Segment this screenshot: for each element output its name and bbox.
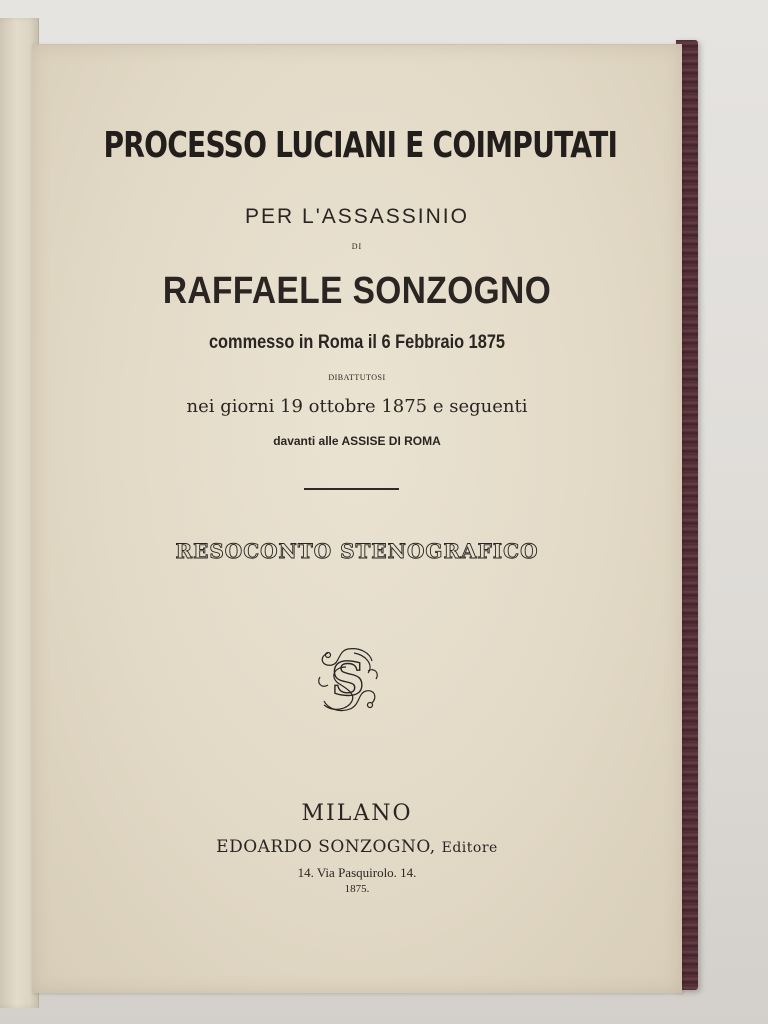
imprint-city: MILANO — [301, 801, 413, 826]
davanti-line — [32, 434, 682, 448]
giorni-line: nei giorni 19 ottobre 1875 e seguenti — [186, 396, 528, 417]
divider-rule — [304, 488, 399, 490]
subtitle-resoconto: RESOCONTO STENOGRAFICO — [175, 539, 539, 563]
court-name: ASSISE DI ROMA — [341, 434, 441, 448]
monogram-letter: S — [331, 652, 365, 706]
dibattutosi-line: DIBATTUTOSI — [328, 373, 386, 382]
imprint-publisher: EDOARDO SONZOGNO, — [216, 837, 436, 857]
book-title: PROCESSO LUCIANI E COIMPUTATI — [103, 125, 618, 166]
davanti-prefix: davanti alle — [273, 434, 339, 448]
title-page — [32, 44, 682, 993]
publisher-monogram — [314, 643, 382, 715]
imprint-year: 1875. — [344, 883, 370, 895]
imprint-role: Editore — [441, 840, 498, 856]
per-assassinio-line: PER L'ASSASSINIO — [245, 205, 469, 228]
imprint-address: 14. Via Pasquirolo. 14. — [297, 865, 417, 880]
commesso-line: commesso in Roma il 6 Febbraio 1875 — [208, 332, 506, 353]
di-line: DI — [351, 242, 363, 251]
victim-name: RAFFAELE SONZOGNO — [162, 270, 552, 312]
imprint-publisher-line — [32, 837, 682, 857]
